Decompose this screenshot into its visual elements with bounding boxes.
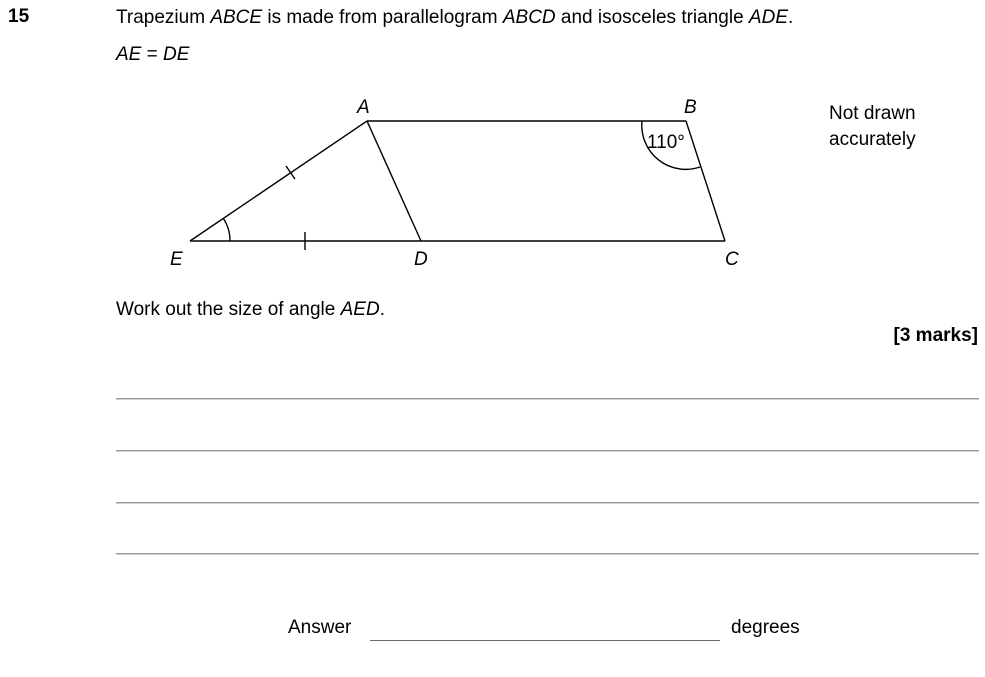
vertex-label-e: E (170, 249, 183, 270)
side-bc (686, 121, 725, 241)
working-line[interactable] (116, 398, 979, 400)
tick-mark-ae (286, 166, 295, 179)
vertex-label-c: C (725, 249, 739, 270)
answer-unit: degrees (731, 617, 800, 638)
question-prompt: Work out the size of angle AED. (116, 299, 385, 320)
question-stem: Trapezium ABCE is made from parallelogram ABCD and isosceles triangle ADE. (116, 7, 794, 28)
answer-field[interactable] (370, 640, 720, 641)
question-number: 15 (8, 6, 30, 27)
vertex-label-b: B (684, 97, 697, 118)
side-ad (367, 121, 421, 241)
given-condition: AE = DE (116, 44, 190, 65)
side-ea (190, 121, 367, 241)
working-line[interactable] (116, 553, 979, 555)
vertex-label-d: D (414, 249, 428, 270)
angle-arc-e (223, 218, 230, 241)
marks-label: [3 marks] (893, 325, 978, 346)
vertex-label-a: A (357, 97, 370, 118)
working-line[interactable] (116, 450, 979, 452)
working-line[interactable] (116, 502, 979, 504)
not-drawn-accurately-note: Not drawn accurately (829, 103, 916, 150)
angle-label-110: 110° (647, 132, 685, 153)
answer-label: Answer (288, 617, 352, 638)
